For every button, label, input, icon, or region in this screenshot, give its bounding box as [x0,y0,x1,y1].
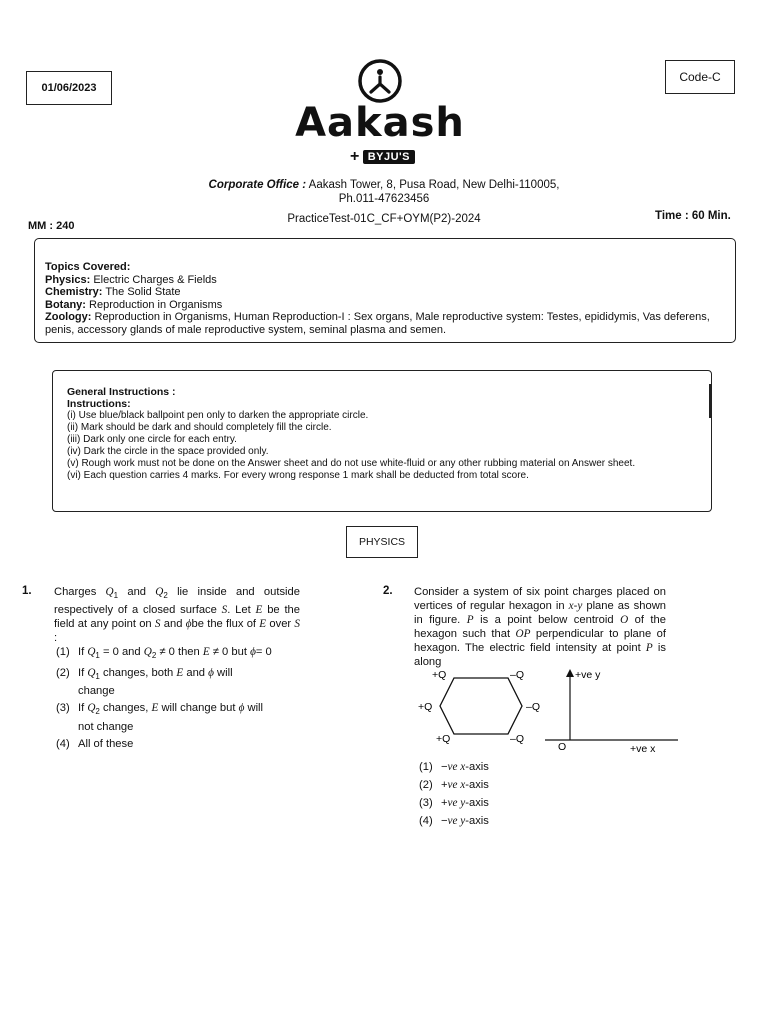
instruction-item: (i) Use blue/black ballpoint pen only to darken the appropriate circle. [67,410,369,421]
topics-covered-box [34,238,736,343]
q1-number: 1. [22,585,32,597]
q1-option-4[interactable]: (4) All of these [56,737,134,750]
q1-text: Charges $Q_1$ and $Q_2$ lie inside and outside respectively of a closed surface S. Let E be the field at any point on S and ϕbe the flux of E over S : [54,586,301,645]
hexagon-shape [440,678,522,734]
plus-icon: + [350,148,360,165]
instruction-item: (ii) Mark should be dark and should completely fill the circle. [67,422,332,433]
general-instructions-box [52,370,712,512]
phone-number: Ph.011-47623456 [338,193,430,205]
q2-option-1[interactable]: (1) −ve x-axis [419,761,489,773]
q2-text: Consider a system of six point charges placed on vertices of regular hexagon in x-y plane as shown in figure. P is a point below centroid O of the hexagon such that OP perpendicular to plane of hexagon. The electric field intensity at point P is along [414,586,666,668]
instruction-item: (iii) Dark only one circle for each entry. [67,434,237,445]
q1-options [56,645,304,754]
corporate-office [0,178,768,206]
aakash-logo [250,58,510,168]
charge-top-right: –Q [510,669,525,681]
logo-wordmark: Aakash [295,100,465,146]
y-axis-arrow-icon [566,669,574,677]
practice-test-title: PracticeTest-01C_CF+OYM(P2)-2024 [287,213,481,225]
botany-label: Botany: [45,298,86,311]
instruction-item: (iv) Dark the circle in the space provided only. [67,446,269,457]
time-limit: Time : 60 Min. [655,210,731,222]
instruction-item: (v) Rough work must not be done on the Answer sheet and do not use white-fluid or any other rubbing material on Answer sheet. [67,458,636,469]
q2-option-4[interactable]: (4) −ve y-axis [419,815,489,827]
physics-label: Physics: [45,273,91,286]
q1-option-2[interactable]: (2) If $Q_1$ changes, both E and ϕ will change [56,667,233,698]
aakash-emblem-icon [355,58,405,104]
instruction-item: (vi) Each question carries 4 marks. For every wrong response 1 mark shall be deducted from total score. [67,470,529,481]
corporate-label: Corporate Office : [208,179,307,191]
q2-option-3[interactable]: (3) +ve y-axis [419,797,489,809]
hexagon-charge-diagram [410,668,680,758]
max-marks: MM : 240 [28,220,75,232]
section-physics [346,526,418,558]
q2-number: 2. [383,585,393,597]
margin-mark [709,384,711,418]
charge-bottom-left: +Q [436,733,451,745]
charge-right: –Q [526,701,541,713]
instructions-heading: General Instructions : [67,386,176,398]
origin-label: O [558,741,567,753]
q1-option-1[interactable]: (1) If $Q_1 = 0$ and $Q_2 \ne 0$ then E ≠ 0 but ϕ= 0 [56,646,272,661]
charge-top-left: +Q [432,669,447,681]
exam-date: 01/06/2023 [41,82,97,94]
instructions-subheading: Instructions: [67,398,131,410]
physics-topic: Electric Charges & Fields [93,273,217,286]
corporate-address: Aakash Tower, 8, Pusa Road, New Delhi-110005, [308,179,560,191]
chemistry-topic: The Solid State [105,286,181,298]
zoology-topic: Reproduction in Organisms, Human Reproduction-I : Sex organs, Male reproductive system: Testes, epididymis, Vas deferens, penis, accessory glands of male reproductive system, seminal plasma and semen. [45,311,710,336]
q2-option-2[interactable]: (2) +ve x-axis [419,779,489,791]
date-box [26,71,112,105]
charge-left: +Q [418,701,433,713]
y-axis-label: +ve y [575,669,601,681]
charge-bottom-right: –Q [510,733,525,745]
code-box [665,60,735,94]
zoology-label: Zoology: [45,311,92,323]
section-title: PHYSICS [358,536,406,548]
q1-option-3[interactable]: (3) If $Q_2$ changes, E will change but ϕ will not change [56,702,264,733]
topics-heading: Topics Covered: [45,261,131,273]
botany-topic: Reproduction in Organisms [89,298,223,311]
paper-code: Code-C [679,70,721,84]
x-axis-label: +ve x [630,743,656,755]
byjus-badge: BYJU'S [363,150,415,164]
chemistry-label: Chemistry: [45,286,103,298]
byjus-logo [350,148,415,166]
q2-options [419,760,489,832]
